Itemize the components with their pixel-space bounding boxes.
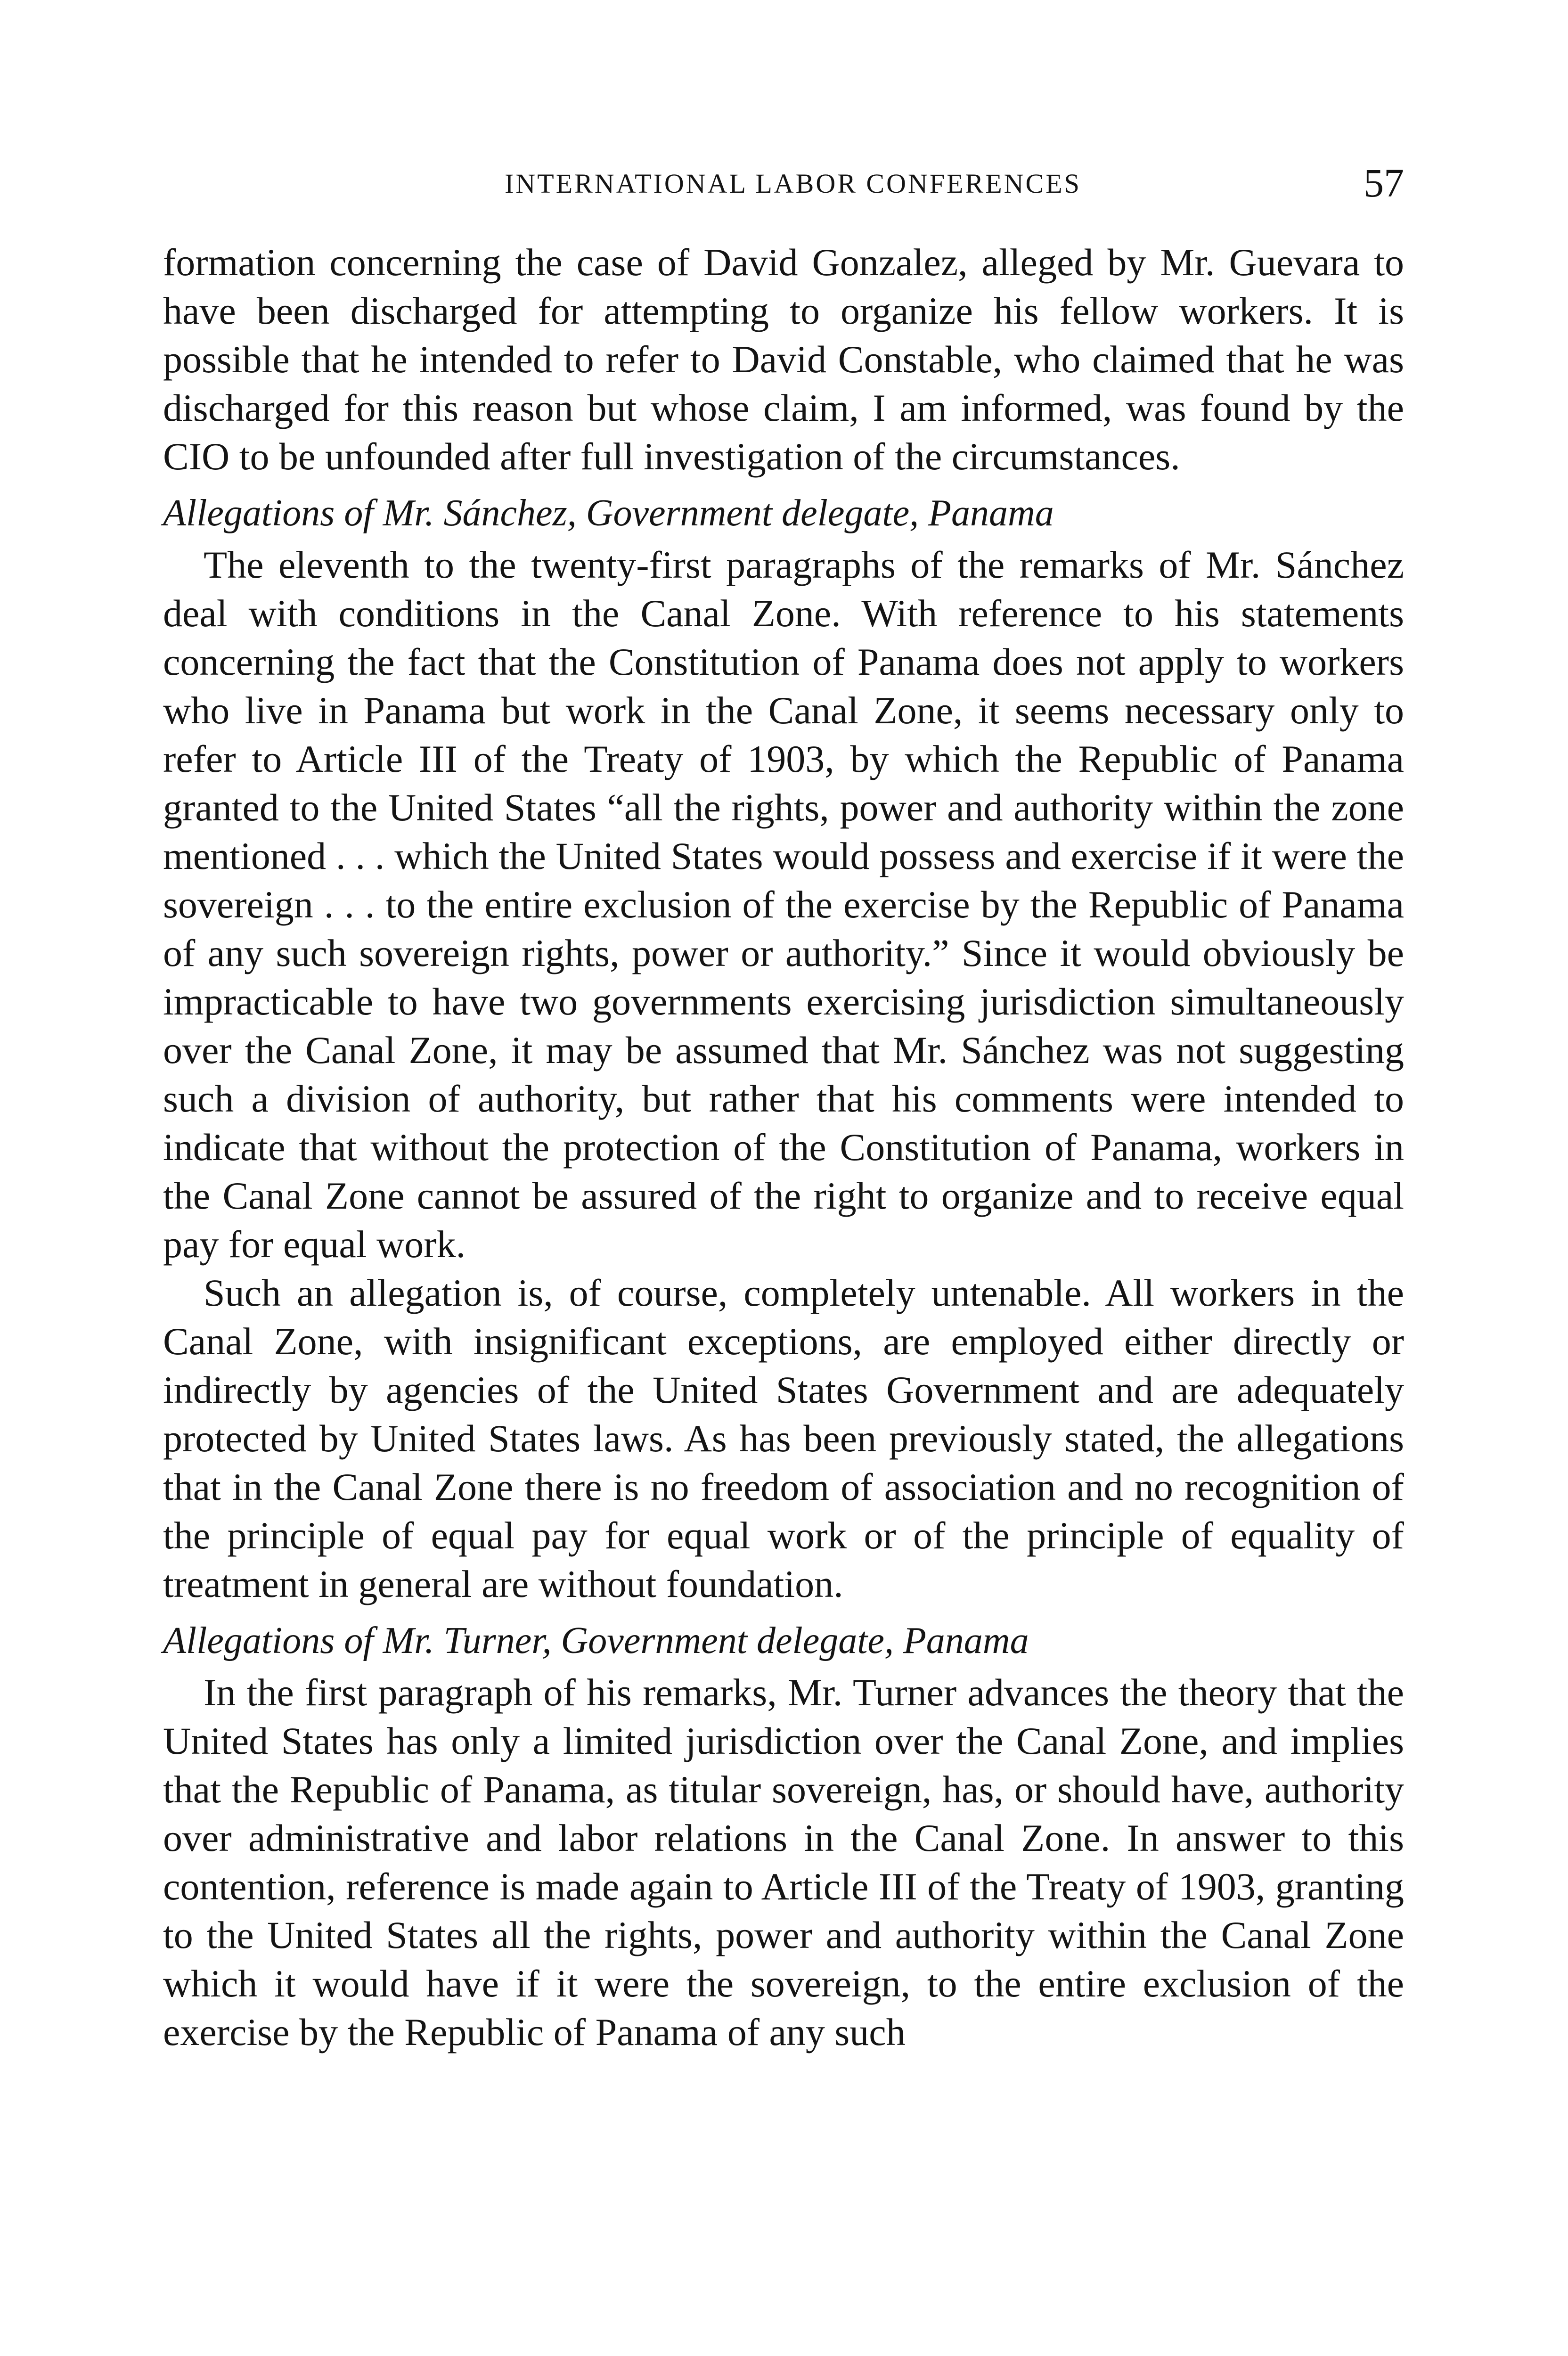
section-heading-turner: Allegations of Mr. Turner, Government delegate, Panama [163,1620,1029,1661]
section-heading-sanchez: Allegations of Mr. Sánchez, Government delegate, Panama [163,492,1054,534]
paragraph-turner-remarks: In the first paragraph of his remarks, Mr. Turner advances the theory that the United States has only a limited jurisdiction over the Canal Zone, and implies that the Republic of Panama, as titular sovereign, has, or should have, authority over administrative and labor relations in the Canal Zone. In answer to this contention, reference is made again to Article III of the Treaty of 1903, granting to the United States all the rights, power and authority within the Canal Zone which it would have if it were the sovereign, to the entire exclusion of the exercise by the Republic of Panama of any such [163,1671,1404,2053]
running-header [163,159,1404,211]
paragraph-continuation: formation concerning the case of David Gonzalez, alleged by Mr. Guevara to have been discharged for attempting to organize his fellow workers. It is possible that he intended to refer to David Constable, who claimed that he was discharged for this reason but whose claim, I am informed, was found by the CIO to be unfounded after full investigation of the circumstances. [163,241,1404,478]
running-title: INTERNATIONAL LABOR CONFERENCES [505,168,1081,199]
page-number: 57 [1364,160,1404,205]
body-text [163,238,1404,2056]
paragraph-allegation-untenable: Such an allegation is, of course, completely untenable. All workers in the Canal Zone, with insignificant exceptions, are employed either directly or indirectly by agencies of the United States Government and are adequately protected by United States laws. As has been previously stated, the allegations that in the Canal Zone there is no freedom of association and no recognition of the principle of equal pay for equal work or of the principle of equality of treatment in general are without foundation. [163,1271,1404,1605]
paragraph-sanchez-remarks: The eleventh to the twenty-first paragraphs of the remarks of Mr. Sánchez deal with conditions in the Canal Zone. With reference to his statements concerning the fact that the Constitution of Panama does not apply to workers who live in Panama but work in the Canal Zone, it seems necessary only to refer to Article III of the Treaty of 1903, by which the Republic of Panama granted to the United States “all the rights, power and authority within the zone mentioned . . . which the United States would possess and exercise if it were the sovereign . . . to the entire exclusion of the exercise by the Republic of Panama of any such sovereign rights, power or authority.” Since it would obviously be impracticable to have two governments exercising jurisdiction simultaneously over the Canal Zone, it may be assumed that Mr. Sánchez was not suggesting such a division of authority, but rather that his comments were intended to indicate that without the protection of the Constitution of Panama, workers in the Canal Zone cannot be assured of the right to organize and to receive equal pay for equal work. [163,543,1404,1266]
